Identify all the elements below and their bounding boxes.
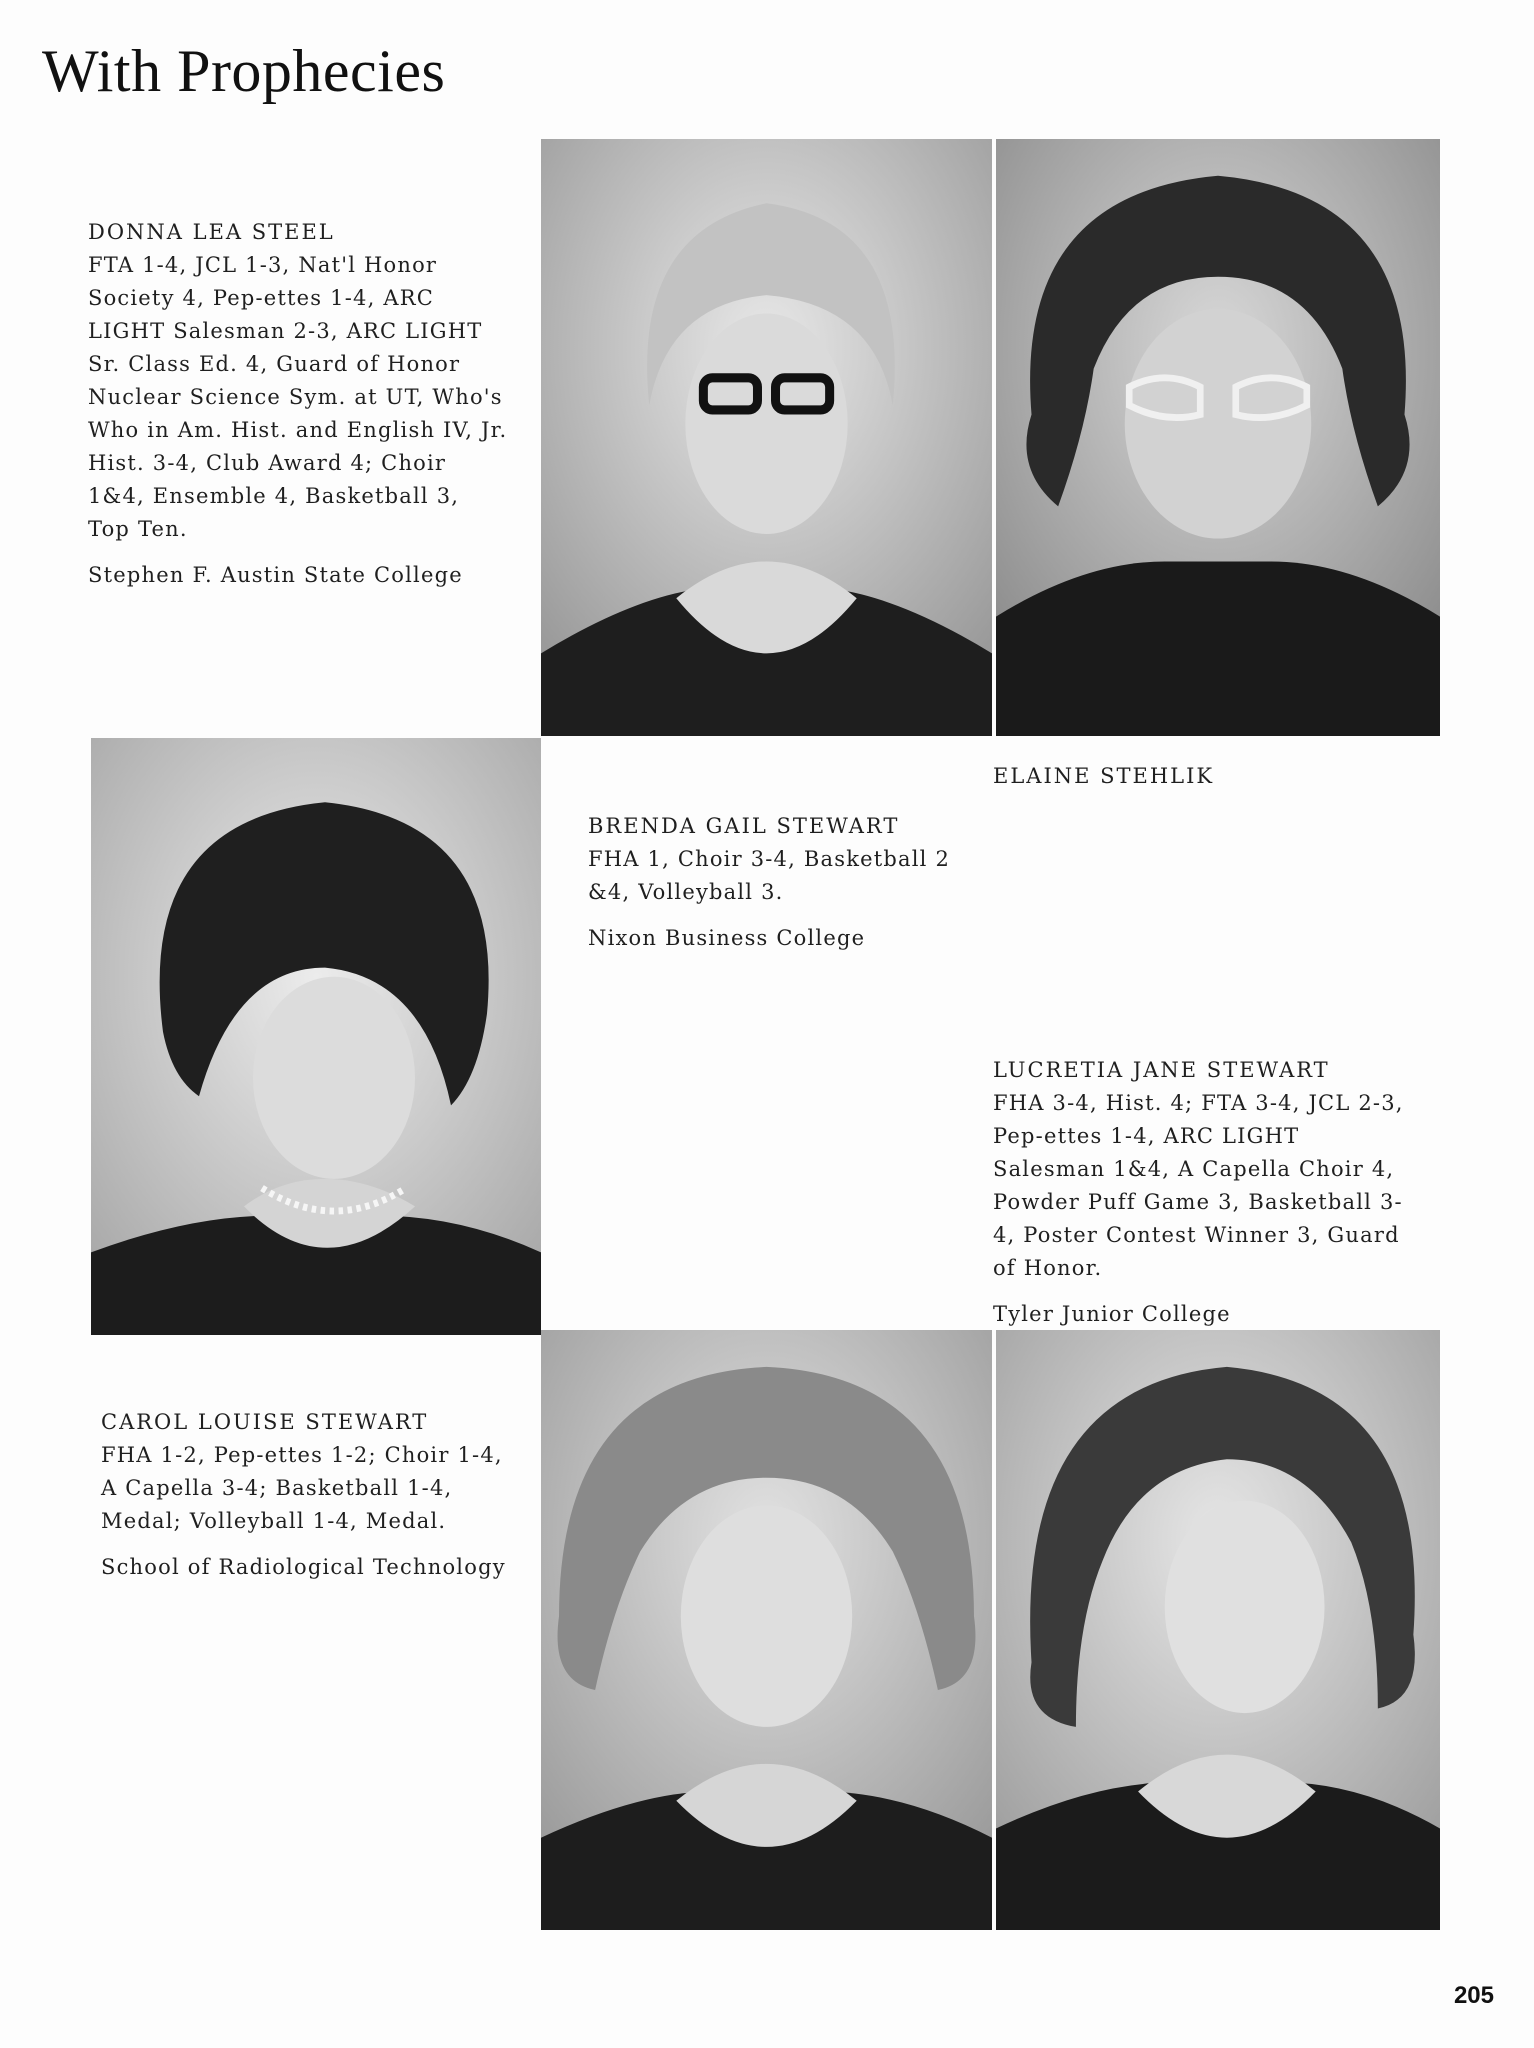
student-future-school: Tyler Junior College	[993, 1302, 1231, 1326]
student-bio-elaine-stehlik	[993, 760, 1413, 793]
student-future-school: School of Radiological Technology	[101, 1555, 506, 1579]
page-number: 205	[1453, 1982, 1494, 2009]
student-activities: FHA 1, Choir 3-4, Basketball 2 &4, Volleyball 3.	[588, 847, 951, 904]
student-activities: FTA 1-4, JCL 1-3, Nat'l Honor Society 4, Pep-ettes 1-4, ARC LIGHT Salesman 2-3, ARC LIGHT Sr. Class Ed. 4, Guard of Honor Nuclear Science Sym. at UT, Who's Who in Am. Hist. and English IV, Jr. Hist. 3-4, Club Award 4; Choir 1&4, Ensemble 4, Basketball 3, Top Ten.	[88, 253, 508, 541]
page-title: With Prophecies	[42, 38, 446, 104]
student-name: BRENDA GAIL STEWART	[588, 814, 900, 838]
student-name: ELAINE STEHLIK	[993, 764, 1215, 788]
student-future-school: Nixon Business College	[588, 926, 866, 950]
student-name: CAROL LOUISE STEWART	[101, 1410, 429, 1434]
portrait-photo-donna-steel	[541, 139, 992, 736]
student-bio-donna-steel	[88, 216, 508, 592]
student-bio-carol-stewart	[101, 1406, 511, 1584]
student-future-school: Stephen F. Austin State College	[88, 563, 463, 587]
student-name: DONNA LEA STEEL	[88, 220, 335, 244]
portrait-photo-elaine-stehlik	[996, 139, 1440, 736]
portrait-photo-carol-stewart	[541, 1330, 992, 1930]
student-activities: FHA 3-4, Hist. 4; FTA 3-4, JCL 2-3, Pep-ettes 1-4, ARC LIGHT Salesman 1&4, A Capella Choir 4, Powder Puff Game 3, Basketball 3-4, Poster Contest Winner 3, Guard of Honor.	[993, 1091, 1404, 1280]
student-bio-lucretia-stewart	[993, 1054, 1413, 1331]
portrait-photo-brenda-stewart	[91, 738, 541, 1335]
portrait-photo-lucretia-stewart	[996, 1330, 1440, 1930]
student-activities: FHA 1-2, Pep-ettes 1-2; Choir 1-4, A Capella 3-4; Basketball 1-4, Medal; Volleyball 1-4, Medal.	[101, 1443, 503, 1533]
student-name: LUCRETIA JANE STEWART	[993, 1058, 1330, 1082]
student-bio-brenda-stewart	[588, 810, 990, 955]
